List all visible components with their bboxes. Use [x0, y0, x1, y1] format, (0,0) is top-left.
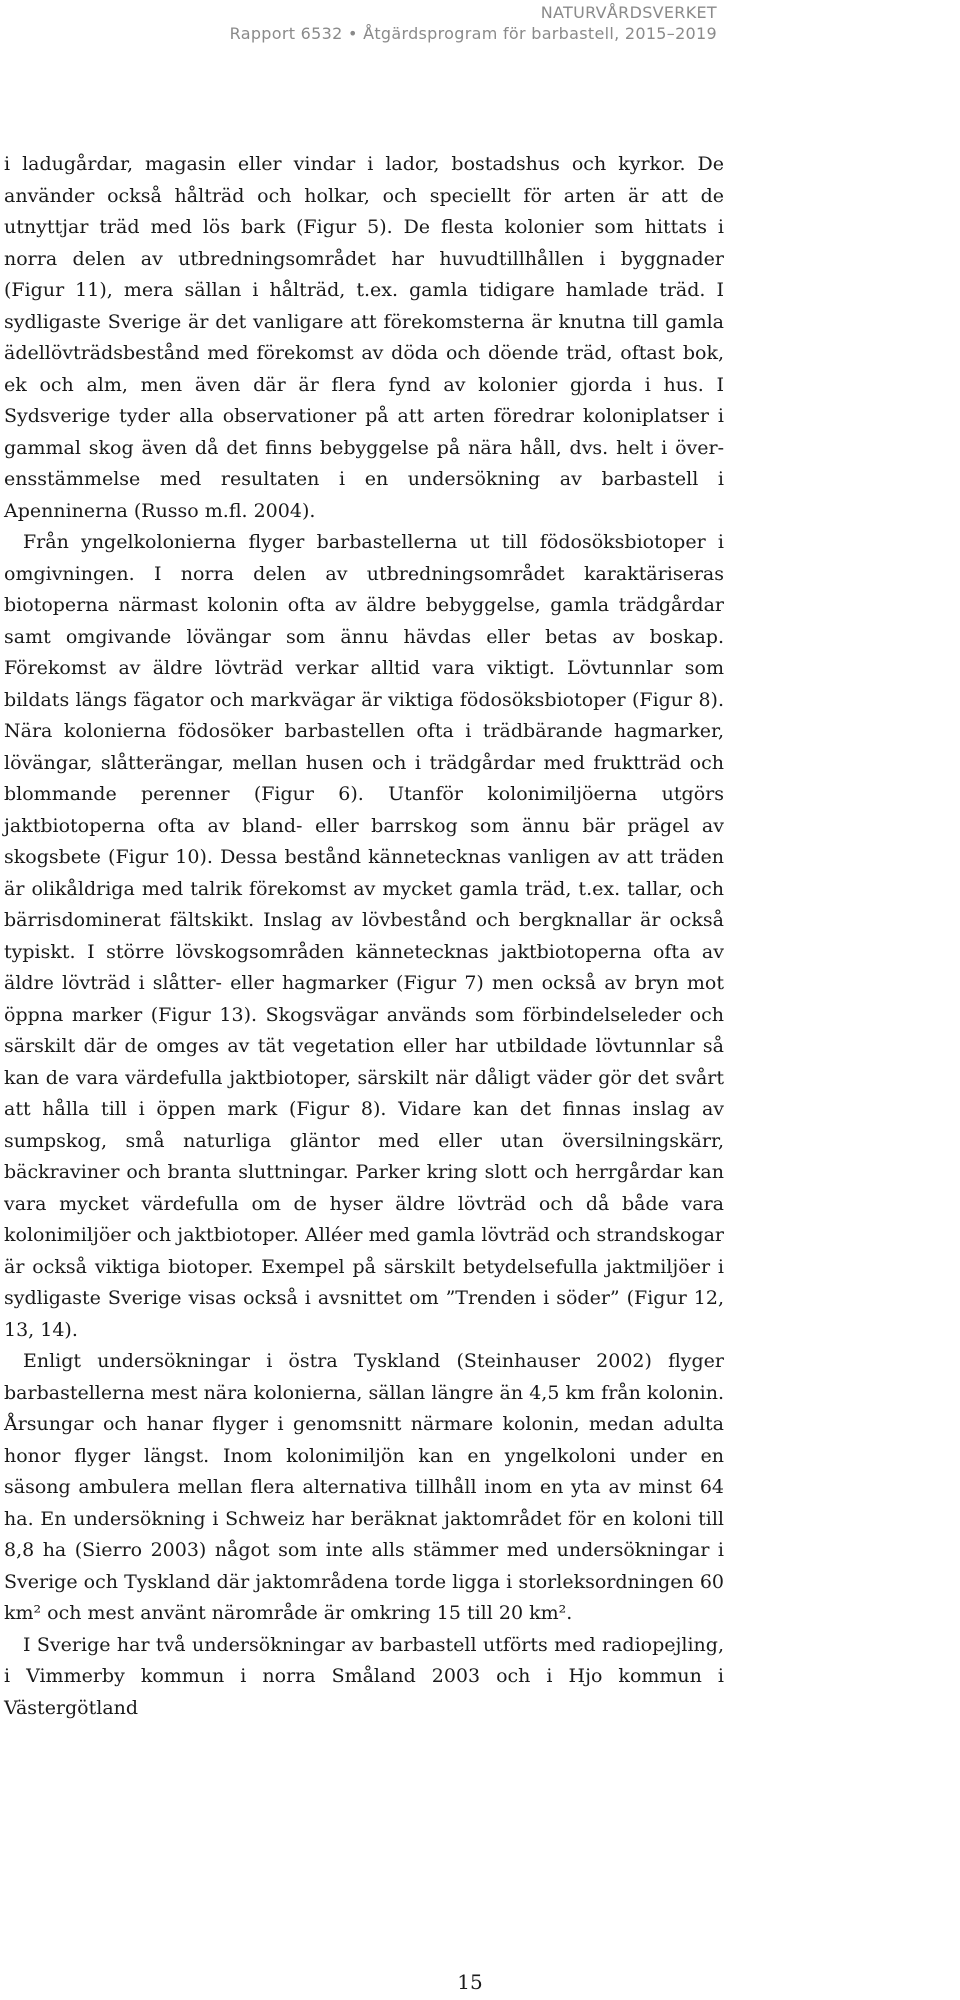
body-text: [4, 149, 724, 1724]
paragraph-2: Från yngelkolonierna flyger barbastellerna ut till födosöksbiotoper i omgivningen. I norra delen av utbredningsområdet karaktäriseras biotoperna närmast kolonin ofta av äldre bebyggelse, gamla trädgårdar samt omgivande lövängar som ännu hävdas eller betas av boskap. Förekomst av äldre lövträd verkar alltid vara viktigt. Lövtunnlar som bildats längs fägator och markvägar är viktiga födosöksbiotoper (Figur 8). Nära kolonierna födosöker barbastellen ofta i trädbärande hagmarker, lövängar, slåtterängar, mellan husen och i trädgårdar med fruktträd och blommande perenner (Figur 6). Utanför kolonimiljöerna utgörs jaktbiotoperna ofta av bland- eller barrskog som ännu bär prägel av skogsbete (Figur 10). Dessa bestånd kännetecknas vanligen av att träden är olikåldriga med talrik förekomst av mycket gamla träd, t.ex. tallar, och bärrisdominerat fältskikt. Inslag av lövbestånd och bergknallar är också typiskt. I större lövskogsområden kännetecknas jaktbiotoperna ofta av äldre lövträd i slåtter- eller hagmarker (Figur 7) men också av bryn mot öppna marker (Figur 13). Skogsvägar används som förbindelseleder och särskilt där de omges av tät vegetation eller har utbildade lövtunnlar så kan de vara värdefulla jaktbiotoper, särskilt när dåligt väder gör det svårt att hålla till i öppen mark (Figur 8). Vidare kan det finnas inslag av sumpskog, små naturliga gläntor med eller utan översilningskärr, bäckraviner och branta sluttningar. Parker kring slott och herrgårdar kan vara mycket värdefulla om de hyser äldre lövträd och då både vara kolonimiljöer och jaktbiotoper. Alléer med gamla lövträd och strandskogar är också viktiga biotoper. Exempel på särskilt betydelsefulla jaktmiljöer i sydligaste Sverige visas också i avsnittet om ”Trenden i söder” (Figur 12, 13, 14).: [4, 531, 724, 1341]
page-number: 15: [457, 1970, 483, 1994]
paragraph-3: Enligt undersökningar i östra Tyskland (Steinhauser 2002) flyger barbastellerna mest nära kolonierna, sällan längre än 4,5 km från kolonin. Årsungar och hanar flyger i genomsnitt närmare kolonin, medan adulta honor flyger längst. Inom kolonimiljön kan en yngelkoloni under en säsong ambulera mellan flera alternativa tillhåll inom en yta av minst 64 ha. En undersökning i Schweiz har beräknat jaktområdet för en koloni till 8,8 ha (Sierro 2003) något som inte alls stämmer med undersökningar i Sverige och Tyskland där jaktområdena torde ligga i storleksordningen 60 km² och mest använt närområde är omkring 15 till 20 km².: [4, 1350, 724, 1624]
paragraph-4: I Sverige har två undersökningar av barbastell utförts med radiopejling, i Vimmerby kommun i norra Småland 2003 och i Hjo kommun i Västergötland: [4, 1633, 724, 1719]
paragraph-1: i ladugårdar, magasin eller vindar i lador, bostadshus och kyrkor. De använder också hålträd och holkar, och speciellt för arten är att de utnyttjar träd med lös bark (Figur 5). De flesta kolonier som hittats i norra delen av utbredningsområdet har huvudtillhållen i byggnader (Figur 11), mera sällan i hålträd, t.ex. gamla tidigare hamlade träd. I sydligaste Sverige är det vanligare att förekomsterna är knutna till gamla ädellövträdsbestånd med förekomst av döda och döende träd, oftast bok, ek och alm, men även där är flera fynd av kolonier gjorda i hus. I Sydsverige tyder alla observationer på att arten föredrar koloniplatser i gammal skog även då det finns bebyggelse på nära håll, dvs. helt i överensstämmelse med resultaten i en undersökning av barbastell i Apenninerna (Russo m.fl. 2004).: [4, 153, 724, 522]
header-report-title: Rapport 6532 • Åtgärdsprogram för barbastell, 2015–2019: [229, 24, 717, 43]
header-organization: NATURVÅRDSVERKET: [540, 3, 717, 22]
page-header: [230, 3, 717, 45]
